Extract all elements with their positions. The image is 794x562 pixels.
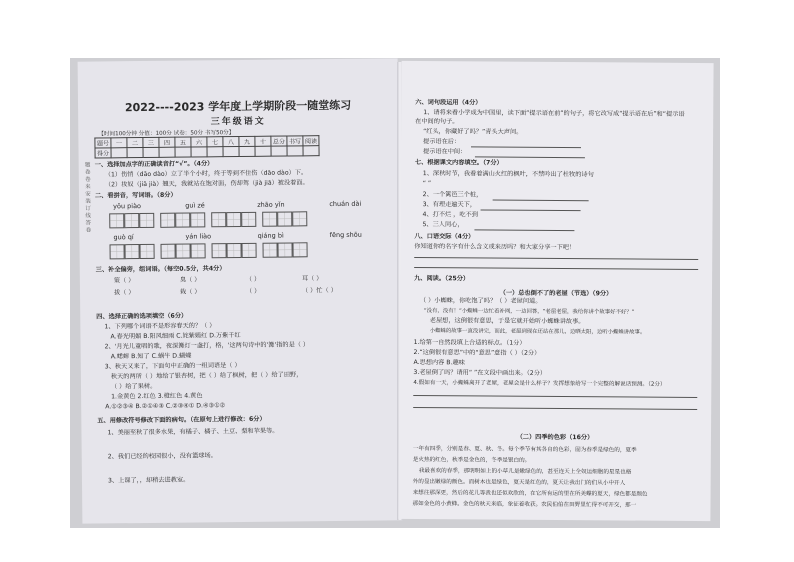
score-table-score-row [95, 146, 319, 158]
answer-line[interactable] [413, 395, 697, 398]
exam-subtitle: 三年级语文 [210, 116, 266, 128]
passage-1-line: 小蜘蛛的故事一直没讲完，而此，老屋到现在还站在那儿，边晒太阳，边听小蜘蛛讲故事。 [429, 328, 646, 336]
passage-2-line: 来想往那深更，然后的花儿等我也还似欢欣的，在它所有运的里在所美蝶的夏天，绿色都是颜色 [412, 490, 648, 498]
q3-cell: （ ）忙（ ） [301, 286, 337, 295]
score-header-cell: 总分 [271, 136, 287, 146]
tianzi-grid[interactable] [211, 243, 256, 258]
answer-line[interactable] [414, 267, 698, 270]
q3-cell: （ ） [245, 275, 261, 283]
passage-1-question: 2.“这倒很有意思”中的“意思”意指（ ）（2分） [413, 349, 541, 357]
score-header-cell: 八 [223, 137, 239, 147]
score-header-cell: 十 [255, 136, 271, 146]
score-header-cell: 题号 [95, 138, 111, 148]
q7-item: “ ” [422, 180, 432, 188]
score-cell[interactable] [255, 146, 271, 156]
answer-line[interactable] [471, 146, 581, 148]
passage-2-title: （二）四季的色彩（16分） [516, 433, 594, 442]
passage-1-line: （ ）小蜘蛛，你吃饱了吗？（ ）老屋问道。 [419, 297, 542, 305]
answer-line[interactable] [481, 209, 581, 211]
answer-line[interactable] [493, 200, 589, 202]
q2-pinyin-row-2 [113, 230, 399, 241]
score-header-cell: 六 [191, 137, 207, 147]
score-cell[interactable] [127, 148, 143, 158]
pinyin-text: guì zé [185, 201, 205, 210]
q4-item: 2、'月光儿童唱的歌，夜深篝灯一盏打，格，'这两句诗中的'篝'指的是（ ） [104, 341, 310, 351]
q5-item: 1、美丽至秋了很多水果，有橘子、橘子、土豆、梨和苹果等。 [107, 427, 279, 437]
q7-item: 2、一个篱笆三个桩， [422, 191, 483, 199]
q6-item: 提示语在后： [423, 138, 461, 146]
pinyin-text: zhāo yǐn [257, 200, 285, 209]
score-cell[interactable] [191, 147, 207, 157]
score-cell[interactable] [223, 147, 239, 157]
answer-line[interactable] [414, 257, 698, 260]
score-header-cell: 五 [175, 137, 191, 147]
exam-title: 2022----2023 学年度上学期阶段一随堂练习 [124, 98, 352, 115]
tianzi-grid[interactable] [262, 211, 307, 226]
q4-item: 1.金黄色 2.红色 3.橙红色 4.黄色 [111, 392, 203, 401]
score-header-cell: 一 [111, 138, 127, 148]
q6-item: “红头，你藏好了吗？”青头大声问。 [423, 128, 523, 136]
passage-2-line: 一年有四季，分别是春、夏、秋、冬。每个季节有其各自的色彩，固为春季是绿色的，夏季 [412, 446, 637, 454]
q2-writing-grid-row-1 [109, 211, 307, 228]
tianzi-grid[interactable] [160, 212, 205, 227]
q6-item: 在中间的句子。 [415, 118, 459, 126]
q4-item: A.①②③④ B.②①④③ C.②③④① D.④③①② [105, 402, 226, 411]
score-cell[interactable] [159, 147, 175, 157]
tianzi-grid[interactable] [109, 213, 154, 228]
q1-item: （2）妆奴（jiā jià）翘天，我就站在饱对面，伤却驾（jià jiā）被没着面。 [104, 179, 309, 189]
score-header-cell: 四 [159, 137, 175, 147]
passage-1-line: 老屋想，这倒很有意思，于是它就开始听小蜘蛛讲故事。 [429, 317, 585, 326]
tianzi-grid[interactable] [211, 212, 256, 227]
binding-margin-text: 题 卷 卷 来 安 装 订 线 答 卷 [83, 161, 91, 233]
score-cell[interactable] [287, 146, 303, 156]
q8-prompt: 你知道你的名字有什么含义或来历吗？和大家分享一下吧！ [414, 243, 576, 252]
passage-1-line: “没有，没有！”小蜘蛛一边忙着补网，一边回答，“老屋老屋，我给你讲个故事好不好？” [423, 308, 635, 316]
pinyin-text: fēng shōu [329, 230, 362, 240]
passage-2-line: 我最喜欢的春季，那明明如上的小草儿是嫩绿色的，甚至连天上全奴运细胞的星星也格 [418, 468, 632, 476]
passage-2-line: 是火热的红色，秋季是金色的，冬季是银白的。 [412, 457, 531, 464]
q4-item: （ ）给了果树。 [110, 382, 157, 391]
q7-heading: 七、根据课文内容填空。（7分） [414, 159, 503, 167]
score-header-cell: 七 [207, 137, 223, 147]
q9-heading: 九、阅读。（25分） [414, 275, 470, 283]
score-cell[interactable] [239, 146, 255, 156]
passage-1-question: 4.假如有一天，小蜘蛛离开了老屋，老屋会是什么样子？发挥想象给写一个完整的解说话预测。（2分） [413, 380, 666, 388]
q7-item: 4、打不烂 ，吃不到 [422, 211, 478, 219]
q4-item: A.春光明媚 B.阳风细雨 C.姹紫嫣红 D.万紫千红 [110, 331, 241, 341]
passage-1-question: 1.给第一自然段填上合适的标点。（1分） [413, 339, 526, 347]
passage-1-title: （一）总也倒不了的老屋（节选）（9分） [499, 289, 613, 298]
passage-2-line: 外的显出嫩绿的颜色。而树木也是绿色，夏天是红色的，夏天让我出门的们从小中开人 [412, 479, 626, 487]
pinyin-text: chuán dài [329, 199, 362, 209]
pinyin-text: yōu piào [113, 202, 142, 211]
q8-heading: 八、口语交际（4分） [414, 233, 475, 241]
q5-item: 2、我们已经的校园很小，没有篮球场。 [107, 452, 217, 461]
score-header-cell: 九 [239, 136, 255, 146]
q3-cell: 策（ ） [113, 277, 135, 285]
q6-heading: 六、词句段运用（4分） [415, 99, 482, 107]
q4-item: 1、下列哪个词语不是形容春天的？（ ） [104, 322, 216, 331]
exam-page-left [78, 58, 403, 523]
score-header-cell: 二 [127, 138, 143, 148]
score-cell[interactable] [303, 146, 319, 156]
score-header-cell: 书写 [287, 136, 303, 146]
passage-2-line: 那如金色的小黄蜂。金色的秋天来临，象征着收获。农民伯伯在田野里忙得不可开交，那一 [412, 501, 637, 509]
q2-pinyin-row-1 [113, 199, 399, 210]
answer-line[interactable] [475, 156, 585, 158]
q3-cell: （ ） [245, 287, 261, 295]
q2-heading: 二、看拼音，写词语。（8分） [94, 191, 177, 200]
score-cell[interactable] [111, 148, 127, 158]
tianzi-grid[interactable] [110, 244, 155, 259]
score-cell[interactable] [271, 146, 287, 156]
exam-info: 【时间100分钟 分值：100分 试卷：50分 书写50分】 [98, 130, 235, 138]
pinyin-text: qiáng bì [257, 231, 284, 240]
q7-item: 1、深秋时节，我看着满山火红的枫叶，不禁吟出了杜牧的诗句 [422, 170, 594, 179]
score-table [94, 135, 319, 158]
pinyin-text: yán liào [185, 232, 212, 241]
q4-item: 3、秋天又来了，下面句中正确的一组词语是（ ） [104, 361, 241, 371]
score-header-cell: 阅读 [303, 136, 319, 146]
q6-item: 提示语在中间： [422, 148, 467, 156]
passage-1-question: 3.老屋倒了吗？请用“ ”在文段中画出来。（2分） [413, 369, 547, 377]
score-row-label: 得分 [95, 148, 111, 158]
q3-cell: 拔（ ） [113, 289, 135, 297]
q6-item: 1、请将来看小学成为中国里，读下面“提示语在前”的句子，将它改写成“提示语在后”和“提示语 [423, 109, 685, 118]
passage-1-question: A.思想内容 B.趣味 [413, 359, 465, 367]
pinyin-text: guò qí [113, 233, 134, 242]
q1-heading: 一、选择加点字的正确读音打“√”。（4分） [94, 160, 214, 169]
q4-heading: 四、选择正确的选项填空（6分） [96, 312, 188, 321]
q4-item: 秋天的两所（ ）地给了银杏树，把（ ）给了枫树，把（ ）给了田野， [110, 371, 303, 381]
q3-cell: 栽（ ） [179, 288, 201, 296]
q2-writing-grid-row-2 [110, 242, 308, 259]
q7-item: 3、有理走遍天下， [422, 201, 477, 209]
q5-heading: 五、用修改符号修改下面的病句。（在原句上进行修改：6分） [97, 415, 266, 425]
q7-item: 5、三人同心， [422, 221, 464, 229]
score-cell[interactable] [175, 147, 191, 157]
q3-heading: 三、补全偏旁，组词语。（每空0.5分，共4分） [95, 265, 226, 274]
score-cell[interactable] [143, 147, 159, 157]
tianzi-grid[interactable] [161, 243, 206, 258]
answer-line[interactable] [474, 229, 574, 231]
q1-item: （1）伤悄（dāo dào）立了半个小时，终于等到不住伤（dāo dào）下。 [104, 169, 308, 179]
exam-page-right [398, 61, 713, 521]
tianzi-grid[interactable] [262, 242, 307, 257]
q4-item: A.蟋蟀 B.知了 C.蜗牛 D.蝴蝶 [110, 352, 192, 361]
q3-cell: 耳（ ） [301, 275, 323, 283]
answer-line[interactable] [413, 407, 697, 410]
q3-cell: 臭（ ） [179, 276, 201, 284]
score-cell[interactable] [207, 147, 223, 157]
q5-item: 3、上课了，，却稍去进教室。 [107, 476, 190, 485]
score-header-cell: 三 [143, 137, 159, 147]
